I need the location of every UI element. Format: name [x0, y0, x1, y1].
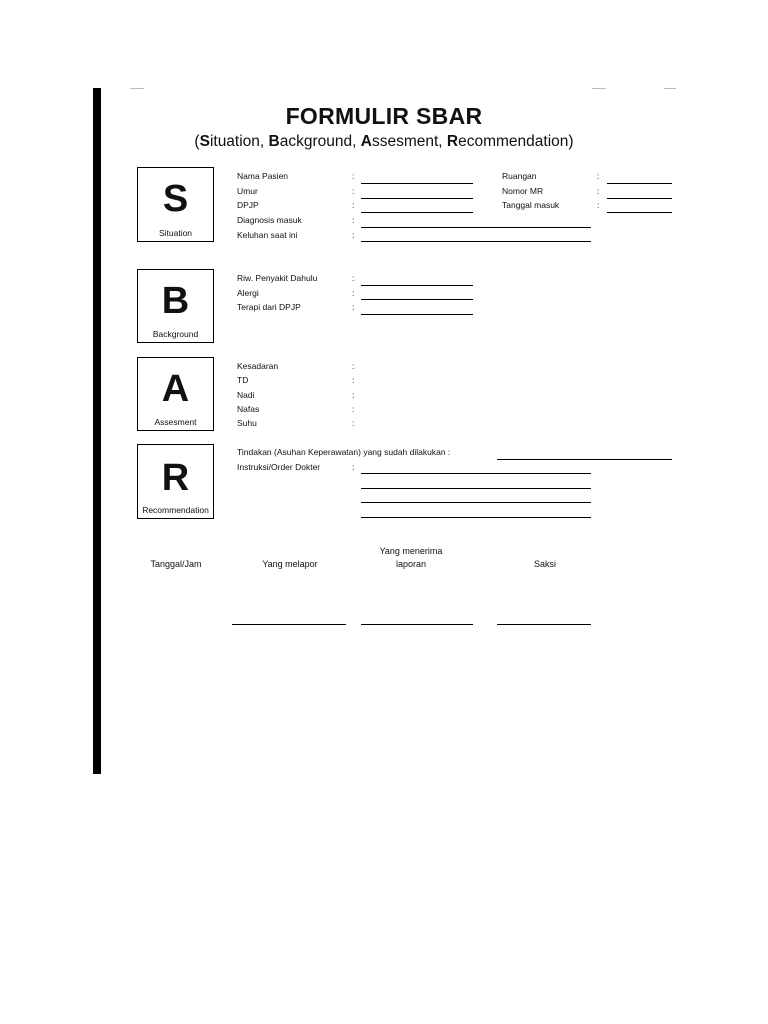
umur-field[interactable] [361, 198, 473, 199]
colon: : [597, 171, 600, 181]
subtitle-segment: ituation, [209, 133, 269, 150]
sig-yang-melapor-line[interactable] [232, 624, 346, 625]
assessment-caption: Assesment [154, 417, 197, 427]
sig-saksi-label: Saksi [533, 559, 556, 569]
keluhan-saat-ini-field[interactable] [361, 241, 591, 242]
label-ruangan: Ruangan [502, 171, 537, 181]
subtitle-segment: A [360, 133, 372, 150]
page-corner-mark [592, 88, 606, 89]
label-diagnosis-masuk: Diagnosis masuk [237, 215, 302, 225]
sig-yang-menerima-label-1: Yang menerima [379, 546, 443, 556]
colon: : [352, 171, 355, 181]
situation-letter: S [162, 178, 189, 220]
label-umur: Umur [237, 186, 258, 196]
colon: : [352, 200, 355, 210]
colon: : [352, 404, 355, 414]
label-nafas: Nafas [237, 404, 260, 414]
form-title: FORMULIR SBAR [285, 103, 483, 129]
recommendation-letter: R [161, 457, 190, 499]
subtitle-segment: S [199, 133, 210, 150]
subtitle-segment: ackground, [279, 133, 361, 150]
nomor-mr-field[interactable] [607, 198, 672, 199]
assessment-letter: A [161, 368, 190, 410]
colon: : [352, 418, 355, 428]
colon: : [352, 361, 355, 371]
instruksi-field-line[interactable] [361, 502, 591, 503]
label-kesadaran: Kesadaran [237, 361, 279, 371]
instruksi-field-line[interactable] [361, 488, 591, 489]
label-alergi: Alergi [237, 288, 259, 298]
sig-tanggal-jam-label: Tanggal/Jam [150, 559, 202, 569]
label-tanggal-masuk: Tanggal masuk [502, 200, 560, 210]
colon: : [597, 186, 600, 196]
label-riw-penyakit: Riw. Penyakit Dahulu [237, 273, 318, 283]
colon: : [352, 390, 355, 400]
subtitle-segment: ecommendation) [458, 133, 574, 150]
colon: : [352, 462, 355, 472]
colon: : [597, 200, 600, 210]
form-subtitle [0, 133, 768, 151]
nama-pasien-field[interactable] [361, 183, 473, 184]
situation-caption: Situation [158, 228, 193, 238]
label-nadi: Nadi [237, 390, 255, 400]
subtitle-segment: ( [194, 133, 200, 150]
background-letter: B [161, 280, 190, 322]
instruksi-field-line[interactable] [361, 473, 591, 474]
colon: : [352, 375, 355, 385]
sig-saksi-line[interactable] [497, 624, 591, 625]
situation-box [137, 167, 214, 242]
page-corner-mark [130, 88, 144, 89]
colon: : [352, 215, 355, 225]
ruangan-field[interactable] [607, 183, 672, 184]
page-edge-bar [93, 88, 101, 774]
dpjp-field[interactable] [361, 212, 473, 213]
recommendation-caption: Recommendation [142, 505, 209, 515]
assessment-box [137, 357, 214, 431]
subtitle-segment: R [446, 133, 459, 150]
subtitle-segment: ssesment, [371, 133, 447, 150]
instruksi-field-line[interactable] [361, 517, 591, 518]
tanggal-masuk-field[interactable] [607, 212, 672, 213]
colon: : [352, 230, 355, 240]
page-corner-mark [664, 88, 676, 89]
recommendation-box [137, 444, 214, 519]
background-box [137, 269, 214, 343]
colon: : [352, 273, 355, 283]
label-suhu: Suhu [237, 418, 257, 428]
riw-penyakit-field[interactable] [361, 285, 473, 286]
label-td: TD [237, 375, 249, 385]
alergi-field[interactable] [361, 299, 473, 300]
diagnosis-masuk-field[interactable] [361, 227, 591, 228]
colon: : [352, 288, 355, 298]
sig-yang-melapor-label: Yang melapor [262, 559, 318, 569]
colon: : [352, 186, 355, 196]
sig-yang-menerima-label-2: laporan [395, 559, 427, 569]
colon: : [352, 302, 355, 312]
label-terapi: Terapi dari DPJP [237, 302, 301, 312]
label-dpjp: DPJP [237, 200, 259, 210]
label-nama-pasien: Nama Pasien [237, 171, 289, 181]
sig-yang-menerima-line[interactable] [361, 624, 473, 625]
label-instruksi: Instruksi/Order Dokter [237, 462, 321, 472]
label-keluhan-saat-ini: Keluhan saat ini [237, 230, 298, 240]
tindakan-field[interactable] [497, 459, 672, 460]
terapi-field[interactable] [361, 314, 473, 315]
label-tindakan: Tindakan (Asuhan Keperawatan) yang sudah dilakukan : [237, 447, 451, 457]
background-caption: Background [152, 329, 199, 339]
label-nomor-mr: Nomor MR [502, 186, 544, 196]
subtitle-segment: B [268, 133, 280, 150]
